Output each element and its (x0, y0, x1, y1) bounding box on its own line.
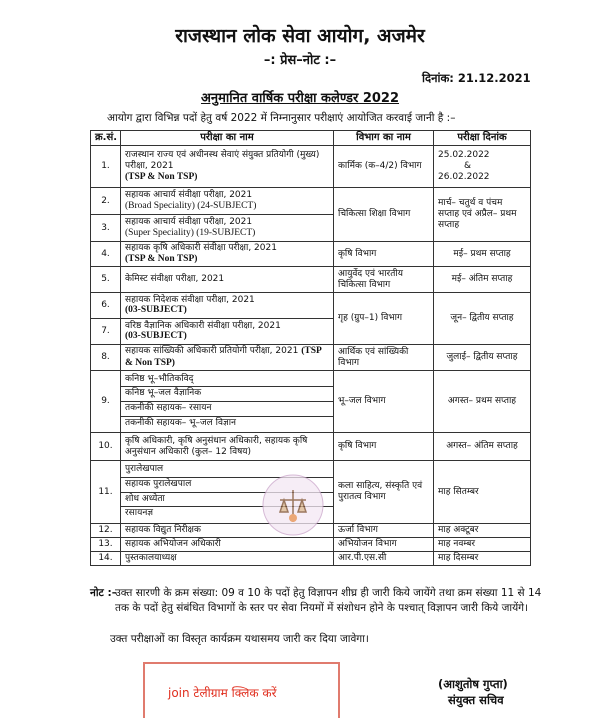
exam-date: माह नवम्बर (434, 538, 531, 552)
exam-date: जुलाई– द्वितीय सप्ताह (434, 345, 531, 371)
note-text: उक्त सारणी के क्रम संख्या: 09 व 10 के पदों हेतु विज्ञापन शीघ्र ही जारी किये जायेंगे तथा क्रम संख्या 11 से 14 तक के पदों हेतु संबंधित विभागों के स्तर पर सेवा नियमों में संशोधन होने के पश्चात् विज्ञापन जारी किये जायेंगे। (115, 587, 542, 615)
dept-name: अभियोजन विभाग (334, 538, 434, 552)
exam-name (121, 146, 334, 188)
dept-name: आर.पी.एस.सी (334, 552, 434, 566)
exam-name (121, 242, 334, 267)
exam-date: मई– अंतिम सप्ताह (434, 267, 531, 293)
row-no: 7. (91, 319, 121, 345)
exam-name-text: राजस्थान राज्य एवं अधीनस्थ सेवाएं संयुक्त प्रतियोगी (मुख्य) परीक्षा, 2021 (125, 150, 320, 171)
exam-name-tag: (03-SUBJECT) (125, 331, 187, 342)
dept-name: आर्थिक एवं सांख्यिकी विभाग (334, 345, 434, 371)
exam-name: कृषि अधिकारी, कृषि अनुसंधान अधिकारी, सहायक कृषि अनुसंधान अधिकारी (कुल– 12 विषय) (121, 433, 334, 461)
exam-name-text: वरिष्ठ वैज्ञानिक अधिकारी संवीक्षा परीक्षा, 2021 (125, 320, 281, 331)
dept-name: भू–जल विभाग (334, 371, 434, 433)
exam-name-tag: (Super Speciality) (19-SUBJECT) (125, 227, 256, 238)
exam-name (121, 345, 334, 371)
row-no: 3. (91, 215, 121, 242)
table-row (91, 433, 531, 461)
dept-name: ऊर्जा विभाग (334, 524, 434, 538)
calendar-heading: अनुमानित वार्षिक परीक्षा कलेण्डर 2022 (200, 91, 400, 106)
row-no: 8. (91, 345, 121, 371)
row-no: 9. (91, 371, 121, 433)
list-item: कनिष्ठ भू–भौतिकविद् (121, 373, 333, 388)
exam-date: अगस्त– प्रथम सप्ताह (434, 371, 531, 433)
col-header-no: क्र.सं. (91, 131, 121, 146)
exam-date: मार्च– चतुर्थ व पंचम सप्ताह एवं अप्रैल– प्रथम सप्ताह (434, 188, 531, 242)
row-no: 5. (91, 267, 121, 293)
row-no: 4. (91, 242, 121, 267)
exam-date: माह सितम्बर (434, 461, 531, 524)
row-no: 6. (91, 293, 121, 319)
list-item: तकनीकी सहायक– भू–जल विज्ञान (125, 417, 237, 428)
exam-name (121, 293, 334, 319)
exam-name (121, 188, 334, 215)
dept-name: कृषि विभाग (334, 433, 434, 461)
table-row (91, 242, 531, 267)
list-item: शोध अध्येता (121, 493, 333, 508)
table-row (91, 552, 531, 566)
telegram-join-link[interactable]: join टेलीग्राम क्लिक करें (168, 686, 277, 700)
exam-date: माह अक्टूबर (434, 524, 531, 538)
exam-date: अगस्त– अंतिम सप्ताह (434, 433, 531, 461)
signatory-name: (आशुतोष गुप्ता) (438, 677, 508, 691)
closing-text: उक्त परीक्षाओं का विस्तृत कार्यक्रम यथासमय जारी कर दिया जावेगा। (110, 633, 369, 645)
row-no: 2. (91, 188, 121, 215)
list-item: कनिष्ठ भू–जल वैज्ञानिक (121, 387, 333, 402)
exam-name-tag: (03-SUBJECT) (125, 305, 187, 316)
exam-name-text: सहायक निदेशक संवीक्षा परीक्षा, 2021 (125, 294, 255, 305)
exam-date (434, 146, 531, 188)
dept-name: आयुर्वेद एवं भारतीय चिकित्सा विभाग (334, 267, 434, 293)
date-value: 21.12.2021 (457, 71, 531, 85)
signatory-title: संयुक्त सचिव (448, 693, 504, 707)
col-header-date: परीक्षा दिनांक (434, 131, 531, 146)
intro-text: आयोग द्वारा विभिन्न पदों हेतु वर्ष 2022 में निम्नानुसार परीक्षाएं आयोजित करवाई जानी है :– (107, 112, 456, 124)
exam-name (121, 319, 334, 345)
dept-name: कला साहित्य, संस्कृति एवं पुरातत्व विभाग (334, 461, 434, 524)
seal-watermark-icon (258, 470, 328, 540)
exam-name-text: सहायक सांख्यिकी अधिकारी प्रतियोगी परीक्षा, 2021 (125, 346, 299, 357)
note-section (90, 586, 550, 616)
exam-name-list (121, 371, 334, 433)
col-header-dept: विभाग का नाम (334, 131, 434, 146)
table-row (91, 188, 531, 215)
list-item: रसायनज्ञ (125, 508, 154, 519)
exam-name-text: सहायक आचार्य संवीक्षा परीक्षा, 2021 (125, 189, 253, 200)
dept-name: कार्मिक (क–4/2) विभाग (334, 146, 434, 188)
press-note-label: –: प्रेस–नोट :– (263, 53, 337, 68)
date-label: दिनांक: (422, 71, 454, 85)
row-no: 10. (91, 433, 121, 461)
exam-name-text: सहायक कृषि अधिकारी संवीक्षा परीक्षा, 2021 (125, 243, 277, 253)
exam-name-tag: (TSP & Non TSP) (125, 171, 198, 182)
exam-name: केमिस्ट संवीक्षा परीक्षा, 2021 (121, 267, 334, 293)
exam-date: जून– द्वितीय सप्ताह (434, 293, 531, 345)
dept-name: गृह (ग्रुप–1) विभाग (334, 293, 434, 345)
table-header-row (91, 131, 531, 146)
table-row (91, 345, 531, 371)
list-item: सहायक पुरालेखपाल (121, 478, 333, 493)
page-title: राजस्थान लोक सेवा आयोग, अजमेर (175, 25, 425, 47)
exam-date: माह दिसम्बर (434, 552, 531, 566)
exam-name (121, 215, 334, 242)
table-row (91, 267, 531, 293)
exam-date: मई– प्रथम सप्ताह (434, 242, 531, 267)
exam-name: सहायक अभियोजन अधिकारी (121, 538, 334, 552)
list-item: पुरालेखपाल (121, 463, 333, 478)
row-no: 1. (91, 146, 121, 188)
list-item: तकनीकी सहायक– रसायन (121, 402, 333, 417)
date-second: 26.02.2022 (438, 171, 490, 182)
exam-name-tag: (Broad Speciality) (24-SUBJECT) (125, 200, 257, 211)
row-no: 13. (91, 538, 121, 552)
exam-name-text: सहायक आचार्य संवीक्षा परीक्षा, 2021 (125, 216, 253, 227)
row-no: 12. (91, 524, 121, 538)
issue-date (422, 71, 531, 86)
exam-name-tag: (TSP & Non TSP) (125, 253, 198, 264)
date-and: & (464, 161, 472, 172)
col-header-name: परीक्षा का नाम (121, 131, 334, 146)
exam-name: सहायक विद्युत निरीक्षक (121, 524, 334, 538)
table-row (91, 371, 531, 433)
date-first: 25.02.2022 (438, 150, 490, 161)
exam-name-tag: (TSP & Non TSP) (125, 346, 322, 368)
row-no: 14. (91, 552, 121, 566)
dept-name: चिकित्सा शिक्षा विभाग (334, 188, 434, 242)
exam-name: पुस्तकालयाध्यक्ष (121, 552, 334, 566)
dept-name: कृषि विभाग (334, 242, 434, 267)
table-row (91, 293, 531, 319)
row-no: 11. (91, 461, 121, 524)
table-row (91, 146, 531, 188)
note-label: नोट :– (90, 587, 117, 599)
